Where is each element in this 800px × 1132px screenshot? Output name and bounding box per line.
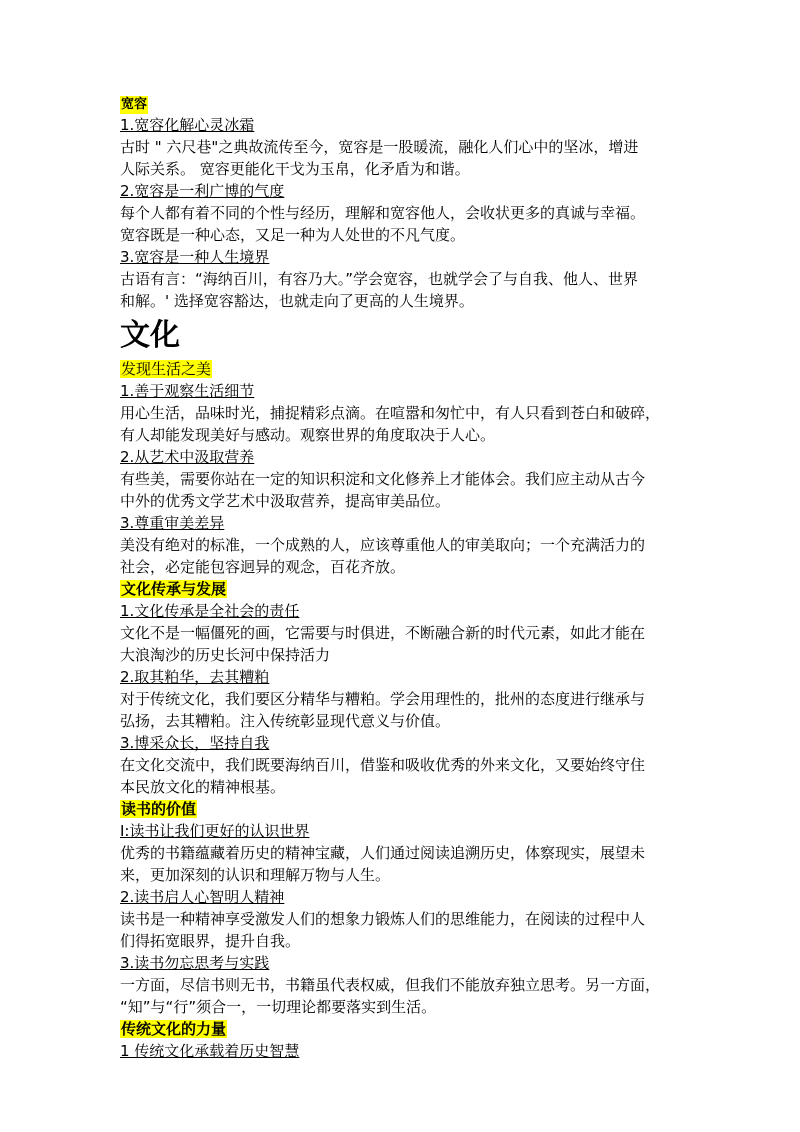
body-line: 中外的优秀文学艺术中汲取营养，提高审美品位。 xyxy=(120,492,451,510)
body-line: 用心生活，品味时光，捕捉精彩点滴。在喧嚣和匆忙中，有人只看到苍白和破碎， xyxy=(120,404,661,422)
body-line: 在文化交流中，我们既要海纳百川，借鉴和吸收优秀的外来文化，又要始终守住 xyxy=(120,756,646,774)
body-line: 来，更加深刻的认识和理解万物与人生。 xyxy=(120,866,391,884)
subheading: 2.读书启人心智明人精神 xyxy=(120,888,285,906)
subheading: 2.从艺术中汲取营养 xyxy=(120,448,255,466)
body-line: “知”与“行”须合一，一切理论都要落实到生活。 xyxy=(120,998,437,1016)
body-line: 对于传统文化，我们要区分精华与糟粕。学会用理性的，批州的态度进行继承与 xyxy=(120,690,646,708)
section-heading-kuanrong: 宽容 xyxy=(121,97,148,112)
body-line: 宽容既是一种心态，又足一种为人处世的不凡气度。 xyxy=(120,226,466,244)
body-line: 弘扬，去其糟粕。注入传统彰显现代意义与价值。 xyxy=(120,712,451,730)
body-line: 和解。' 选择宽容豁达，也就走向了更高的人生境界。 xyxy=(120,292,474,310)
body-line: 古语有言：“海纳百川，有容乃大。”学会宽容，也就学会了与自我、他人、世界 xyxy=(120,270,639,288)
subheading: 1.文化传承是全社会的责任 xyxy=(120,602,300,620)
subheading: 1.善于观察生活细节 xyxy=(120,382,255,400)
section-heading-shenghuo: 发现生活之美 xyxy=(121,360,212,378)
subheading: 3.宽容是一种人生境界 xyxy=(120,248,270,266)
subheading: 2.取其粕华，去其糟粕 xyxy=(120,668,270,686)
body-line: 社会，必定能包容迥异的观念，百花齐放。 xyxy=(120,558,406,576)
body-line: 每个人都有着不同的个性与经历，理解和宽容他人，会收状更多的真诚与幸福。 xyxy=(120,204,646,222)
subheading: 1 传统文化承载着历史智慧 xyxy=(120,1042,300,1060)
body-line: 文化不是一幅僵死的画，它需要与时俱进，不断融合新的时代元素，如此才能在 xyxy=(120,624,646,642)
body-line: 一方面，尽信书则无书，书籍虽代表权威，但我们不能放弃独立思考。另一方面， xyxy=(120,976,661,994)
subheading: I:读书让我们更好的认识世界 xyxy=(120,822,310,840)
body-line: 本民放文化的精神根基。 xyxy=(120,778,286,796)
body-line: 美没有绝对的标准，一个成熟的人，应该尊重他人的审美取向；一个充满活力的 xyxy=(120,536,646,554)
document-page xyxy=(120,92,690,1062)
body-line: 人际关系。 宽容更能化干戈为玉帛，化矛盾为和谐。 xyxy=(120,160,470,178)
body-line: 优秀的书籍蕴藏着历史的精神宝藏，人们通过阅读追溯历史，体察现实，展望未 xyxy=(120,844,646,862)
section-heading-dushu: 读书的价值 xyxy=(121,800,197,818)
body-line: 们得拓宽眼界，提升自我。 xyxy=(120,932,301,950)
subheading: 2.宽容是一利广博的气度 xyxy=(120,182,285,200)
section-heading-chuantong: 传统文化的力量 xyxy=(121,1020,227,1038)
subheading: 3.博采众长，坚持自我 xyxy=(120,734,270,752)
subheading: 1.宽容化解心灵冰霜 xyxy=(120,116,255,134)
body-line: 古时 " 六尺巷"之典故流传至今，宽容是一股暖流，融化人们心中的坚冰，增进 xyxy=(120,138,639,156)
body-line: 有人却能发现美好与感动。观察世界的角度取决于人心。 xyxy=(120,426,496,444)
subheading: 3.尊重审美差异 xyxy=(120,514,225,532)
chapter-title: 文化 xyxy=(120,318,180,353)
section-heading-chuancheng: 文化传承与发展 xyxy=(121,580,227,598)
body-line: 有些美，需要你站在一定的知识积淀和文化修养上才能体会。我们应主动从古今 xyxy=(120,470,646,488)
body-line: 读书是一种精神享受激发人们的想象力锻炼人们的思维能力，在阅读的过程中人 xyxy=(120,910,646,928)
body-line: 大浪淘沙的历史长河中保持活力 xyxy=(120,646,331,664)
subheading: 3.读书勿忘思考与实践 xyxy=(120,954,270,972)
